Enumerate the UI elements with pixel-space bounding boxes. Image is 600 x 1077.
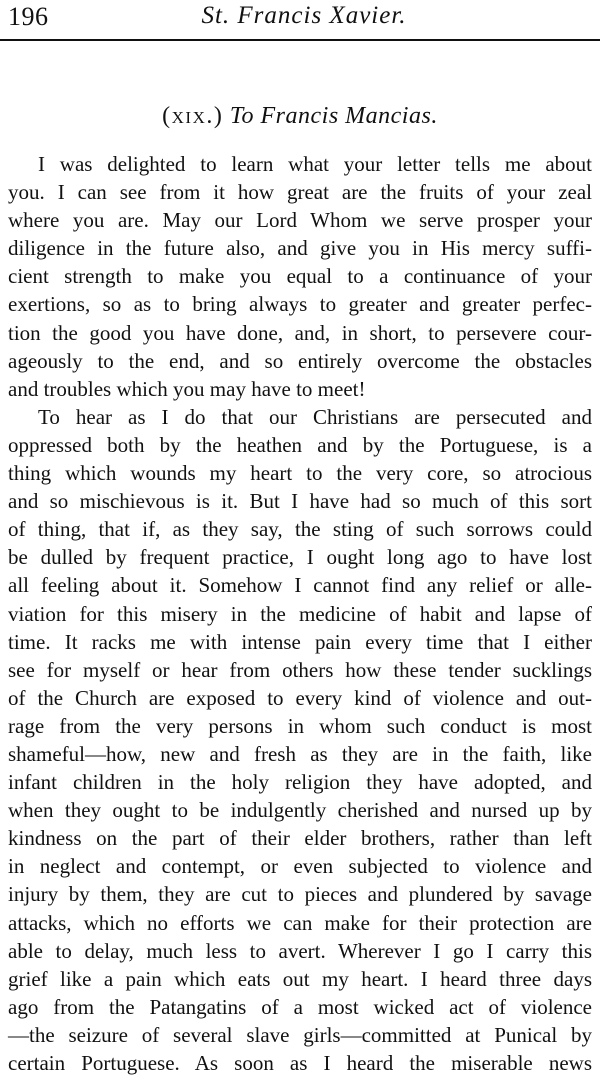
paragraph-1 [8,150,592,403]
text-line: viation for this misery in the medicine of habit and lapse of [8,601,592,626]
text-line: diligence in the future also, and give you in His mercy suffi- [8,236,592,261]
text-line: and troubles which you may have to meet! [8,376,366,401]
text-line: oppressed both by the heathen and by the Portuguese, is a [8,432,592,457]
paragraph-2 [8,403,592,1077]
letter-number: (xix.) [162,103,224,129]
running-title: St. Francis Xavier. [201,2,407,29]
text-line: I was delighted to learn what your letter tells me about [38,152,592,176]
text-line: cient strength to make you equal to a continuance of your [8,264,592,289]
text-line: ago from the Patangatins of a most wicked act of violence [8,994,592,1019]
text-line: in neglect and contempt, or even subjected to violence and [8,854,592,879]
text-line: attacks, which no efforts we can make for their protection are [8,910,592,935]
text-line: all feeling about it. Somehow I cannot find any relief or alle- [8,573,592,598]
text-line: when they ought to be indulgently cherished and nursed up by [8,798,592,823]
text-line: kindness on the part of their elder brothers, rather than left [8,826,592,851]
running-head [4,0,600,44]
text-line: ageously to the end, and so entirely overcome the obstacles [8,348,592,373]
text-line: infant children in the holy religion they have adopted, and [8,770,592,795]
text-line: To hear as I do that our Christians are persecuted and [38,404,592,429]
letter-heading [0,103,600,130]
text-line: be dulled by frequent practice, I ought long ago to have lost [8,545,592,570]
text-line: exertions, so as to bring always to greater and greater perfec- [8,292,592,317]
text-line: see for myself or hear from others how these tender sucklings [8,657,592,682]
text-line: you. I can see from it how great are the fruits of your zeal [8,180,592,205]
text-line: time. It racks me with intense pain every time that I either [8,629,592,654]
text-line: thing which wounds my heart to the very core, so atrocious [8,461,592,486]
letter-title: To Francis Mancias. [229,103,438,129]
text-line: of the Church are exposed to every kind of violence and out- [8,685,592,710]
text-line: grief like a pain which eats out my heart. I heard three days [8,966,592,991]
text-line: of thing, that if, as they say, the sting of such sorrows could [8,517,592,542]
text-line: where you are. May our Lord Whom we serve prosper your [8,208,592,233]
text-line: able to delay, much less to avert. Wherever I go I carry this [8,938,592,963]
text-line: injury by them, they are cut to pieces and plundered by savage [8,882,592,907]
page-number: 196 [8,2,49,31]
text-line: rage from the very persons in whom such conduct is most [8,713,592,738]
text-line: certain Portuguese. As soon as I heard the miserable news [8,1051,592,1075]
text-line: tion the good you have done, and, in short, to persevere cour- [8,320,592,345]
text-line: and so mischievous is it. But I have had so much of this sort [8,489,592,514]
letter-body [8,150,592,1077]
text-line: shameful—how, new and fresh as they are in the faith, like [8,741,592,766]
header-rule [0,39,600,41]
text-line: —the seizure of several slave girls—committed at Punical by [8,1022,592,1047]
